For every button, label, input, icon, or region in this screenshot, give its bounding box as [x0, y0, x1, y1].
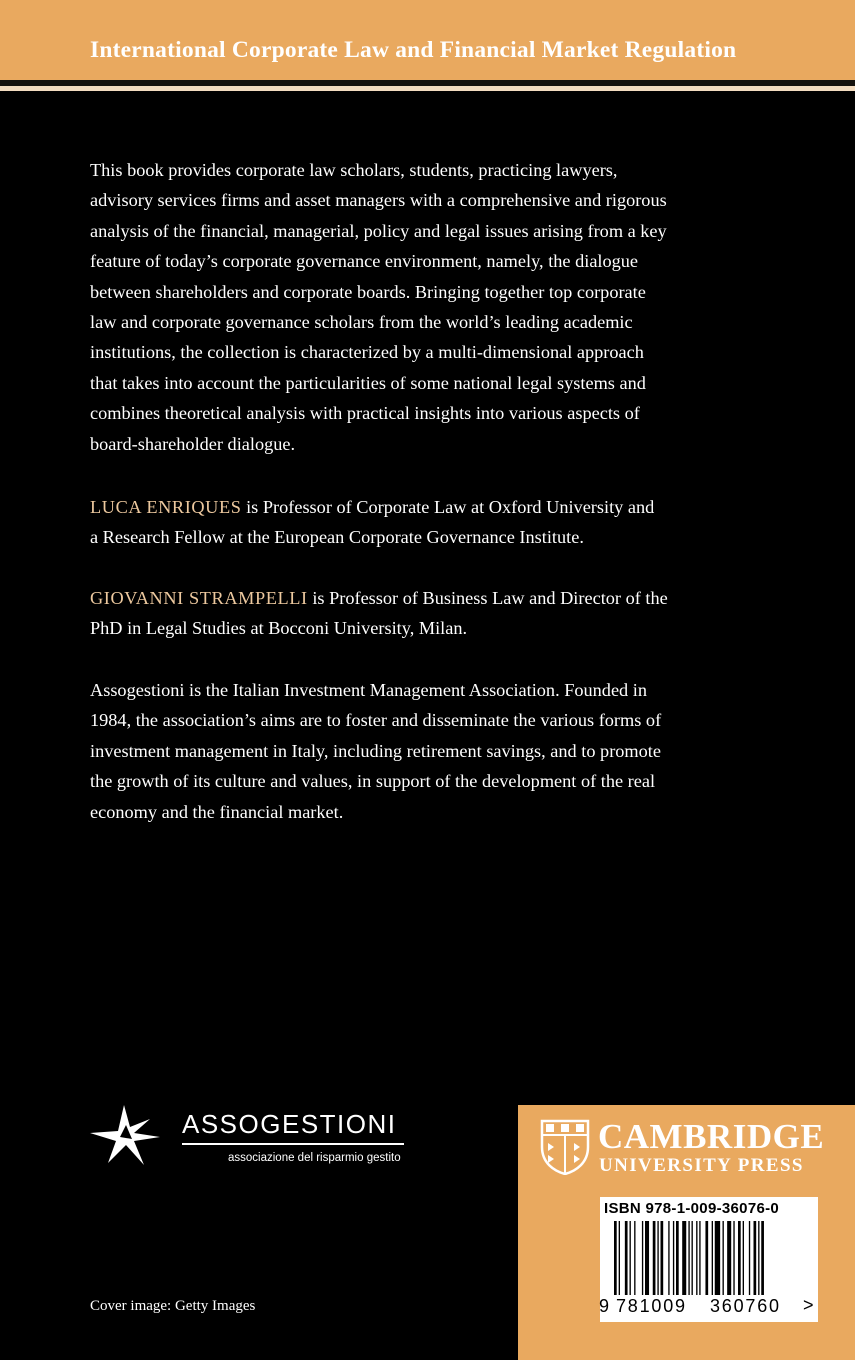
- series-title: International Corporate Law and Financial Market Regulation: [90, 37, 737, 63]
- ean-quiet-zone-mark: >: [803, 1295, 814, 1315]
- assoc-line: economy and the financial market.: [90, 801, 344, 822]
- publisher-panel: [518, 1105, 855, 1360]
- blurb-line: institutions, the collection is characterized by a multi-dimensional approach: [90, 342, 644, 363]
- blurb-line: advisory services firms and asset managers with a comprehensive and rigorous: [90, 190, 667, 211]
- blurb-line: that takes into account the particularities of some national legal systems and: [90, 372, 646, 393]
- author-bio-line: [90, 583, 760, 613]
- author-name: GIOVANNI STRAMPELLI: [90, 588, 308, 608]
- assoc-line: investment management in Italy, including retirement savings, and to promote: [90, 740, 661, 761]
- author-bio-enriques: [90, 492, 760, 553]
- cambridge-shield-icon: [540, 1119, 590, 1175]
- barcode-icon: [608, 1221, 808, 1301]
- publisher-subname: UNIVERSITY PRESS: [599, 1155, 804, 1176]
- blurb-line: combines theoretical analysis with practical insights into various aspects of: [90, 403, 640, 424]
- assogestioni-tagline: associazione del risparmio gestito: [228, 1152, 401, 1164]
- author-bio-line: PhD in Legal Studies at Bocconi University, Milan.: [90, 618, 468, 639]
- author-bio-text: is Professor of Corporate Law at Oxford University and: [241, 497, 655, 517]
- author-name: LUCA ENRIQUES: [90, 497, 242, 517]
- assoc-line: Assogestioni is the Italian Investment Management Association. Founded in: [90, 680, 647, 700]
- author-bio-line: [90, 492, 760, 522]
- assogestioni-description: [90, 675, 760, 827]
- assogestioni-wordmark: ASSOGESTIONI: [182, 1109, 397, 1139]
- blurb-line: board-shareholder dialogue.: [90, 433, 296, 454]
- assogestioni-logo: [90, 1103, 420, 1173]
- blurb-line: between shareholders and corporate boards. Bringing together top corporate: [90, 281, 646, 302]
- publisher-name: CAMBRIDGE: [598, 1117, 825, 1156]
- cover-image-credit: Cover image: Getty Images: [90, 1298, 256, 1314]
- series-banner: [0, 0, 855, 80]
- book-blurb: [90, 155, 760, 459]
- banner-rule-light: [0, 86, 855, 91]
- assogestioni-star-icon: [90, 1103, 162, 1167]
- barcode-area: [600, 1197, 818, 1322]
- assogestioni-rule: [182, 1143, 404, 1145]
- assoc-line: 1984, the association’s aims are to foster and disseminate the various forms of: [90, 710, 662, 731]
- isbn-number: ISBN 978-1-009-36076-0: [604, 1200, 780, 1217]
- assoc-line: the growth of its culture and values, in support of the development of the real: [90, 771, 656, 792]
- blurb-line: This book provides corporate law scholars, students, practicing lawyers,: [90, 160, 618, 180]
- ean-left-digits: 781009: [616, 1296, 687, 1316]
- author-bio-line: a Research Fellow at the European Corporate Governance Institute.: [90, 527, 584, 548]
- ean-right-digits: 360760: [710, 1296, 781, 1316]
- blurb-line: law and corporate governance scholars from the world’s leading academic: [90, 312, 633, 333]
- blurb-line: analysis of the financial, managerial, policy and legal issues arising from a key: [90, 220, 667, 241]
- author-bio-text: is Professor of Business Law and Director of the: [307, 588, 668, 608]
- blurb-line: feature of today’s corporate governance environment, namely, the dialogue: [90, 251, 639, 272]
- ean-first-digit: 9: [599, 1296, 610, 1316]
- author-bio-strampelli: [90, 583, 760, 644]
